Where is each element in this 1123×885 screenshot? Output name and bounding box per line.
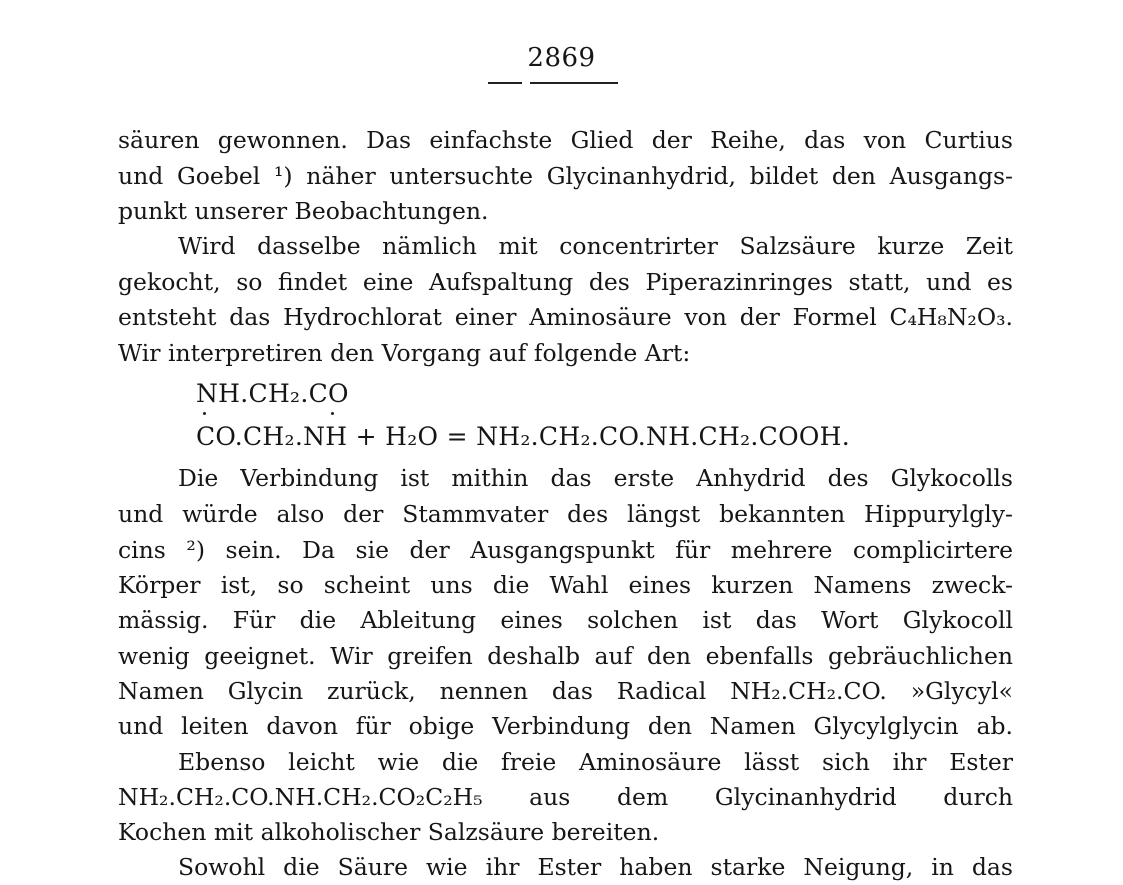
page-number-rule-left (488, 82, 522, 84)
equation-main: CO.CH₂.NH + H₂O = NH₂.CH₂.CO.NH.CH₂.COOH. (196, 422, 851, 451)
text-line: und leiten davon für obige Verbindung den Namen Glycylglycin ab. (118, 712, 1013, 740)
text-line: wenig geeignet. Wir greifen deshalb auf den ebenfalls gebräuchlichen (118, 642, 1013, 670)
text-line: Wir interpretiren den Vorgang auf folgende Art: (118, 339, 691, 367)
text-line: säuren gewonnen. Das einfachste Glied der Reihe, das von Curtius (118, 126, 1013, 154)
text-line: Die Verbindung ist mithin das erste Anhydrid des Glykocolls (178, 464, 1013, 492)
text-line: Namen Glycin zurück, nennen das Radical NH₂.CH₂.CO. »Glycyl« (118, 677, 1013, 705)
text-line: punkt unserer Beobachtungen. (118, 197, 489, 225)
equation-ring-top: NH.CH₂.CO (196, 379, 349, 408)
text-line: cins ²) sein. Da sie der Ausgangspunkt für mehrere complicirtere (118, 536, 1013, 564)
text-line: Wird dasselbe nämlich mit concentrirter Salzsäure kurze Zeit (178, 232, 1013, 260)
text-line: Ebenso leicht wie die freie Aminosäure lässt sich ihr Ester (178, 748, 1013, 776)
text-line: Körper ist, so scheint uns die Wahl eines kurzen Namens zweck- (118, 571, 1013, 599)
text-line: mässig. Für die Ableitung eines solchen ist das Wort Glykocoll (118, 606, 1013, 634)
text-line: und Goebel ¹) näher untersuchte Glycinanhydrid, bildet den Ausgangs- (118, 162, 1013, 190)
text-line: gekocht, so findet eine Aufspaltung des Piperazinringes statt, und es (118, 268, 1013, 296)
page-number-rule-right (530, 82, 618, 84)
text-line: entsteht das Hydrochlorat einer Aminosäure von der Formel C₄H₈N₂O₃. (118, 303, 1013, 331)
text-line: und würde also der Stammvater des längst bekannten Hippurylgly- (118, 500, 1013, 528)
text-line: NH₂.CH₂.CO.NH.CH₂.CO₂C₂H₅ aus dem Glycinanhydrid durch (118, 783, 1013, 811)
ring-bond-dot-left (203, 412, 206, 415)
page-number: 2869 (527, 43, 596, 73)
text-line: Sowohl die Säure wie ihr Ester haben starke Neigung, in das (178, 853, 1013, 881)
text-line: Kochen mit alkoholischer Salzsäure bereiten. (118, 818, 660, 846)
ring-bond-dot-right (331, 412, 334, 415)
